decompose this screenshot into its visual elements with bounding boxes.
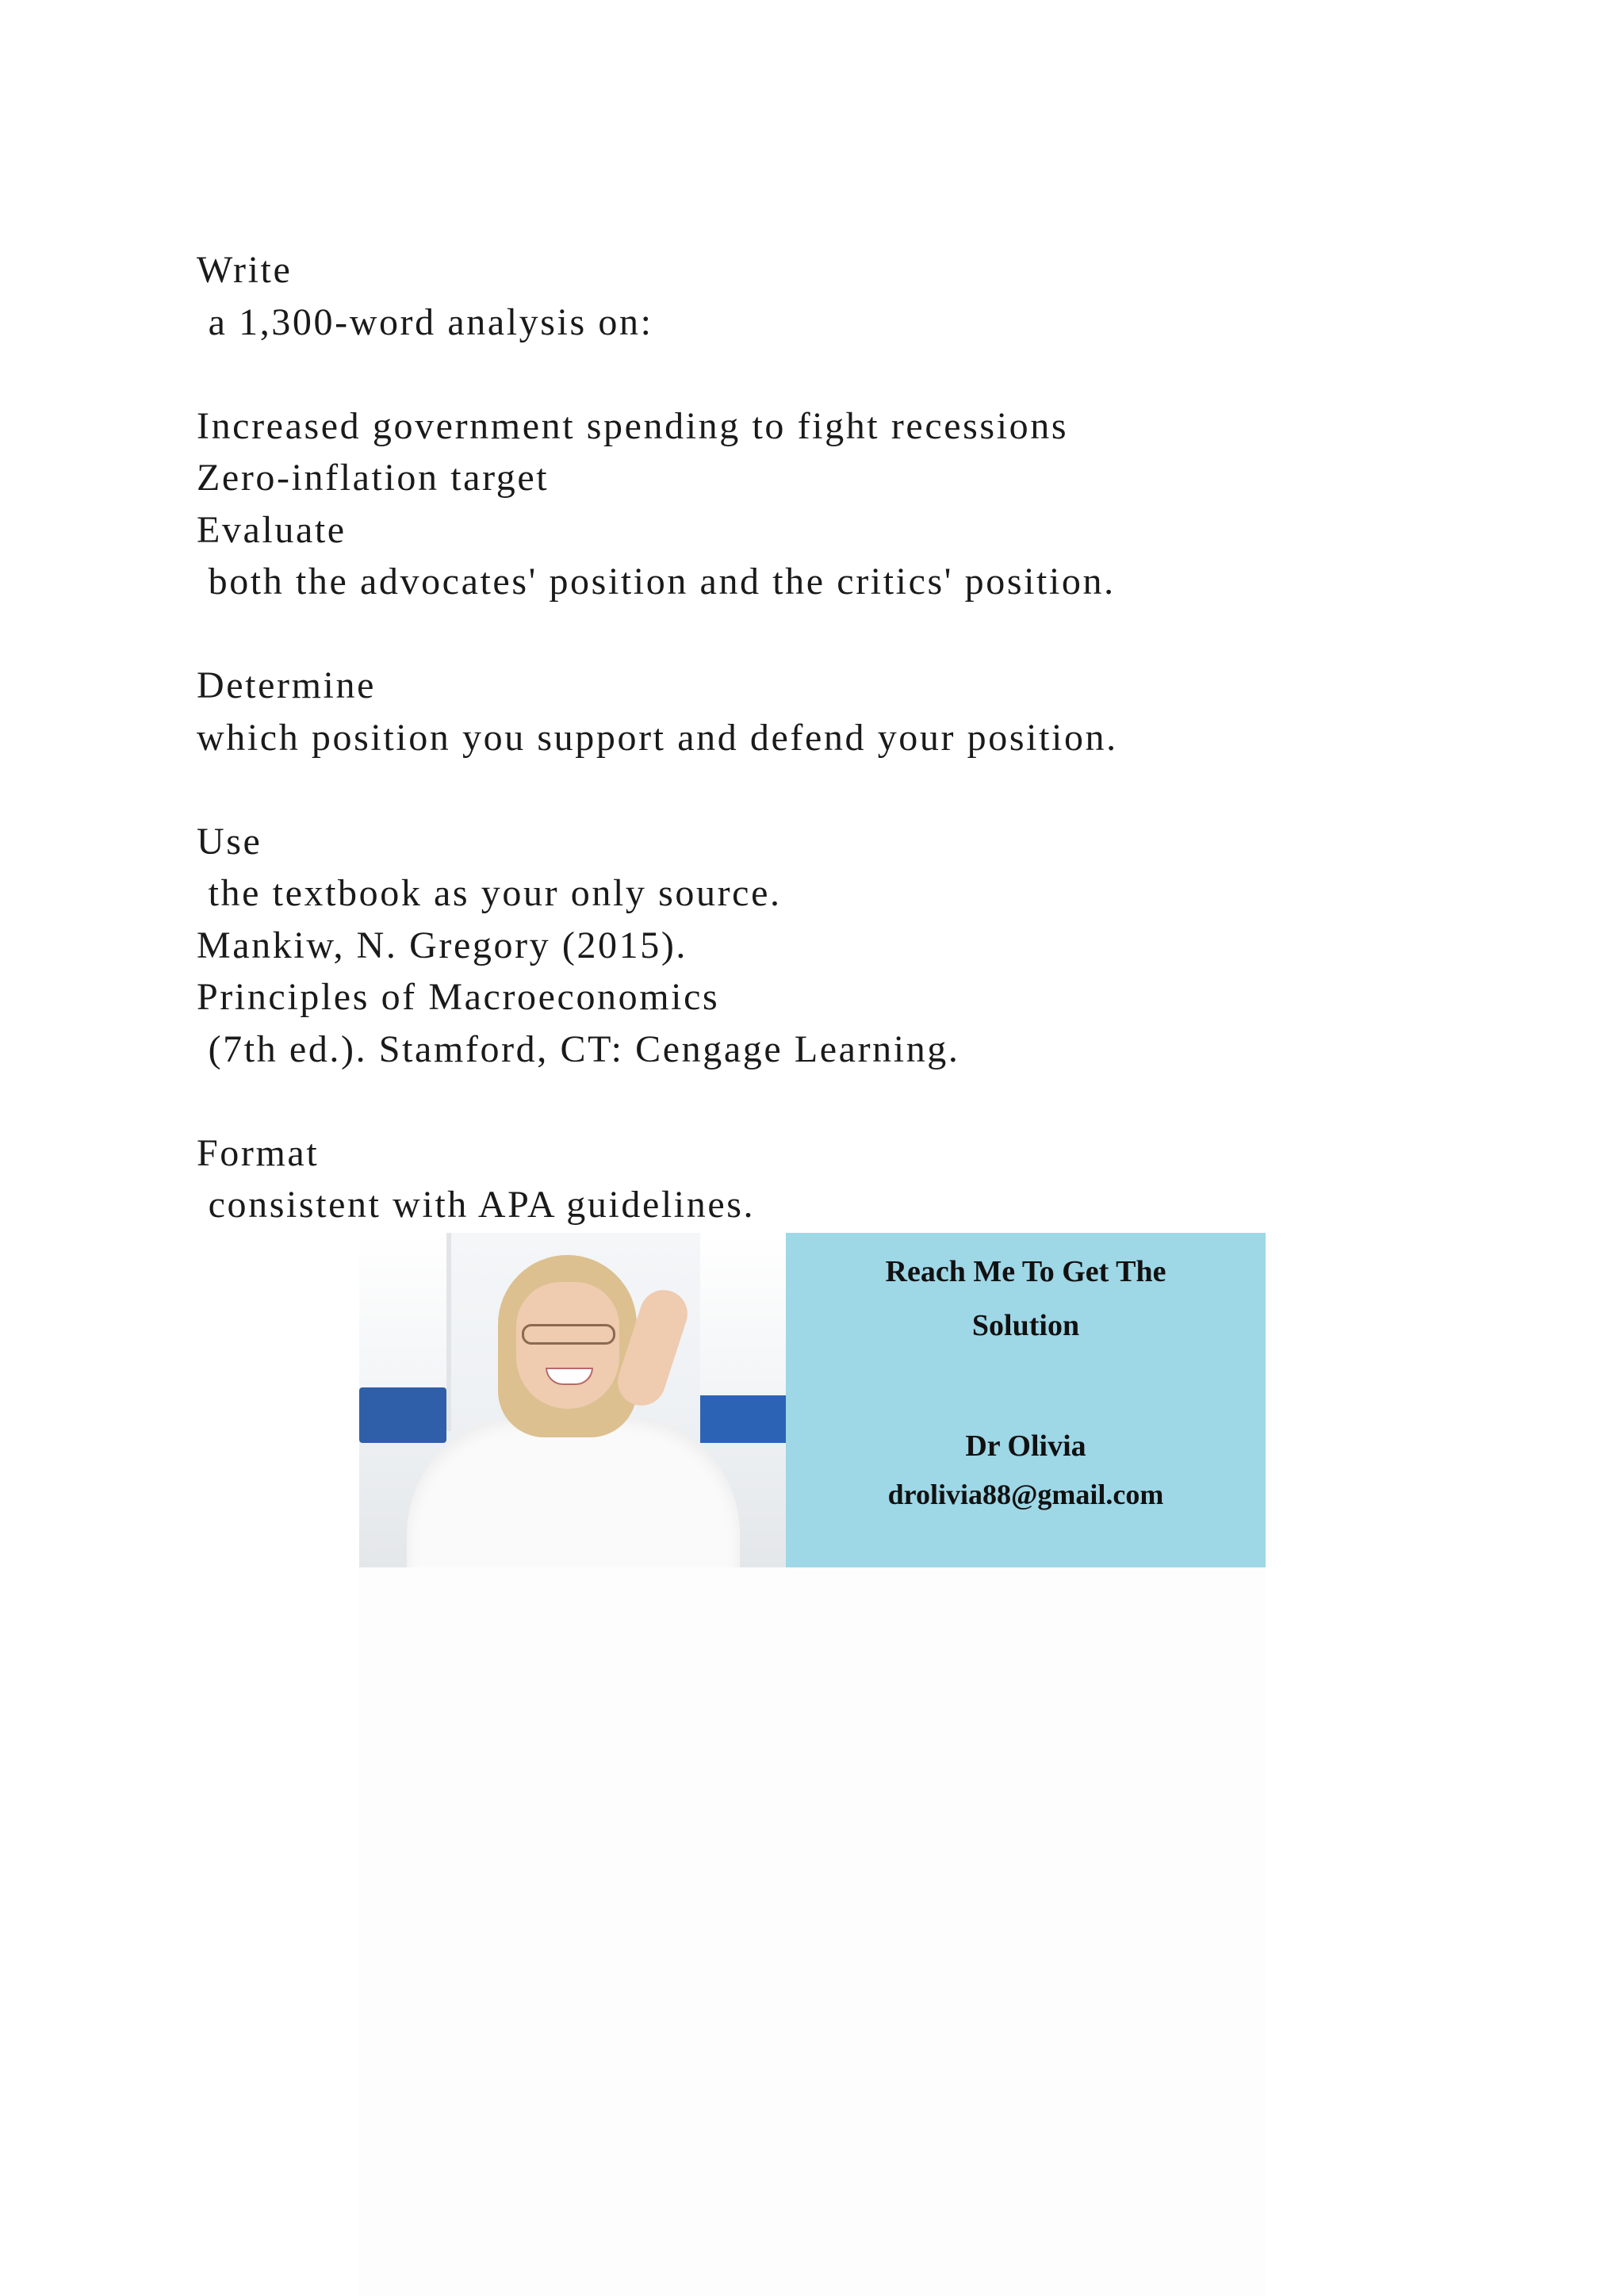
glasses-icon bbox=[522, 1324, 615, 1345]
text-line: consistent with APA guidelines. bbox=[197, 1184, 756, 1226]
contact-banner bbox=[359, 1233, 1266, 1567]
text-line: Increased government spending to fight recessions bbox=[197, 404, 1069, 447]
text-line: both the advocates' position and the critics' position. bbox=[197, 561, 1116, 603]
text-line: Zero-inflation target bbox=[197, 457, 550, 499]
text-line: Write bbox=[197, 249, 293, 291]
text-line: Principles of Macroeconomics bbox=[197, 976, 720, 1018]
banner-headline-2: Solution bbox=[971, 1309, 1080, 1342]
contact-email[interactable]: drolivia88@gmail.com bbox=[887, 1479, 1164, 1510]
text-line: the textbook as your only source. bbox=[197, 872, 782, 914]
contact-name: Dr Olivia bbox=[965, 1429, 1086, 1463]
text-line: a 1,300-word analysis on: bbox=[197, 300, 653, 343]
blank-line bbox=[197, 608, 1545, 660]
face-shape bbox=[516, 1282, 619, 1409]
banner-headline: Reach Me To Get The bbox=[885, 1255, 1166, 1288]
woman-photo bbox=[359, 1233, 786, 1567]
blouse-shape bbox=[407, 1415, 740, 1567]
blank-line bbox=[197, 1075, 1545, 1127]
image-shadow-area bbox=[359, 1567, 1266, 2296]
text-line: (7th ed.). Stamford, CT: Cengage Learning. bbox=[197, 1027, 960, 1070]
text-line: which position you support and defend your position. bbox=[197, 716, 1118, 759]
text-line: Use bbox=[197, 820, 262, 863]
assignment-text bbox=[197, 244, 1545, 1231]
chair-shape bbox=[359, 1387, 446, 1443]
blank-line bbox=[197, 348, 1545, 400]
text-line: Mankiw, N. Gregory (2015). bbox=[197, 924, 688, 966]
text-line: Format bbox=[197, 1131, 320, 1174]
text-line: Evaluate bbox=[197, 508, 347, 551]
blank-line bbox=[197, 763, 1545, 816]
text-line: Determine bbox=[197, 664, 376, 706]
contact-panel bbox=[786, 1233, 1266, 1567]
chair-shape bbox=[700, 1395, 786, 1443]
